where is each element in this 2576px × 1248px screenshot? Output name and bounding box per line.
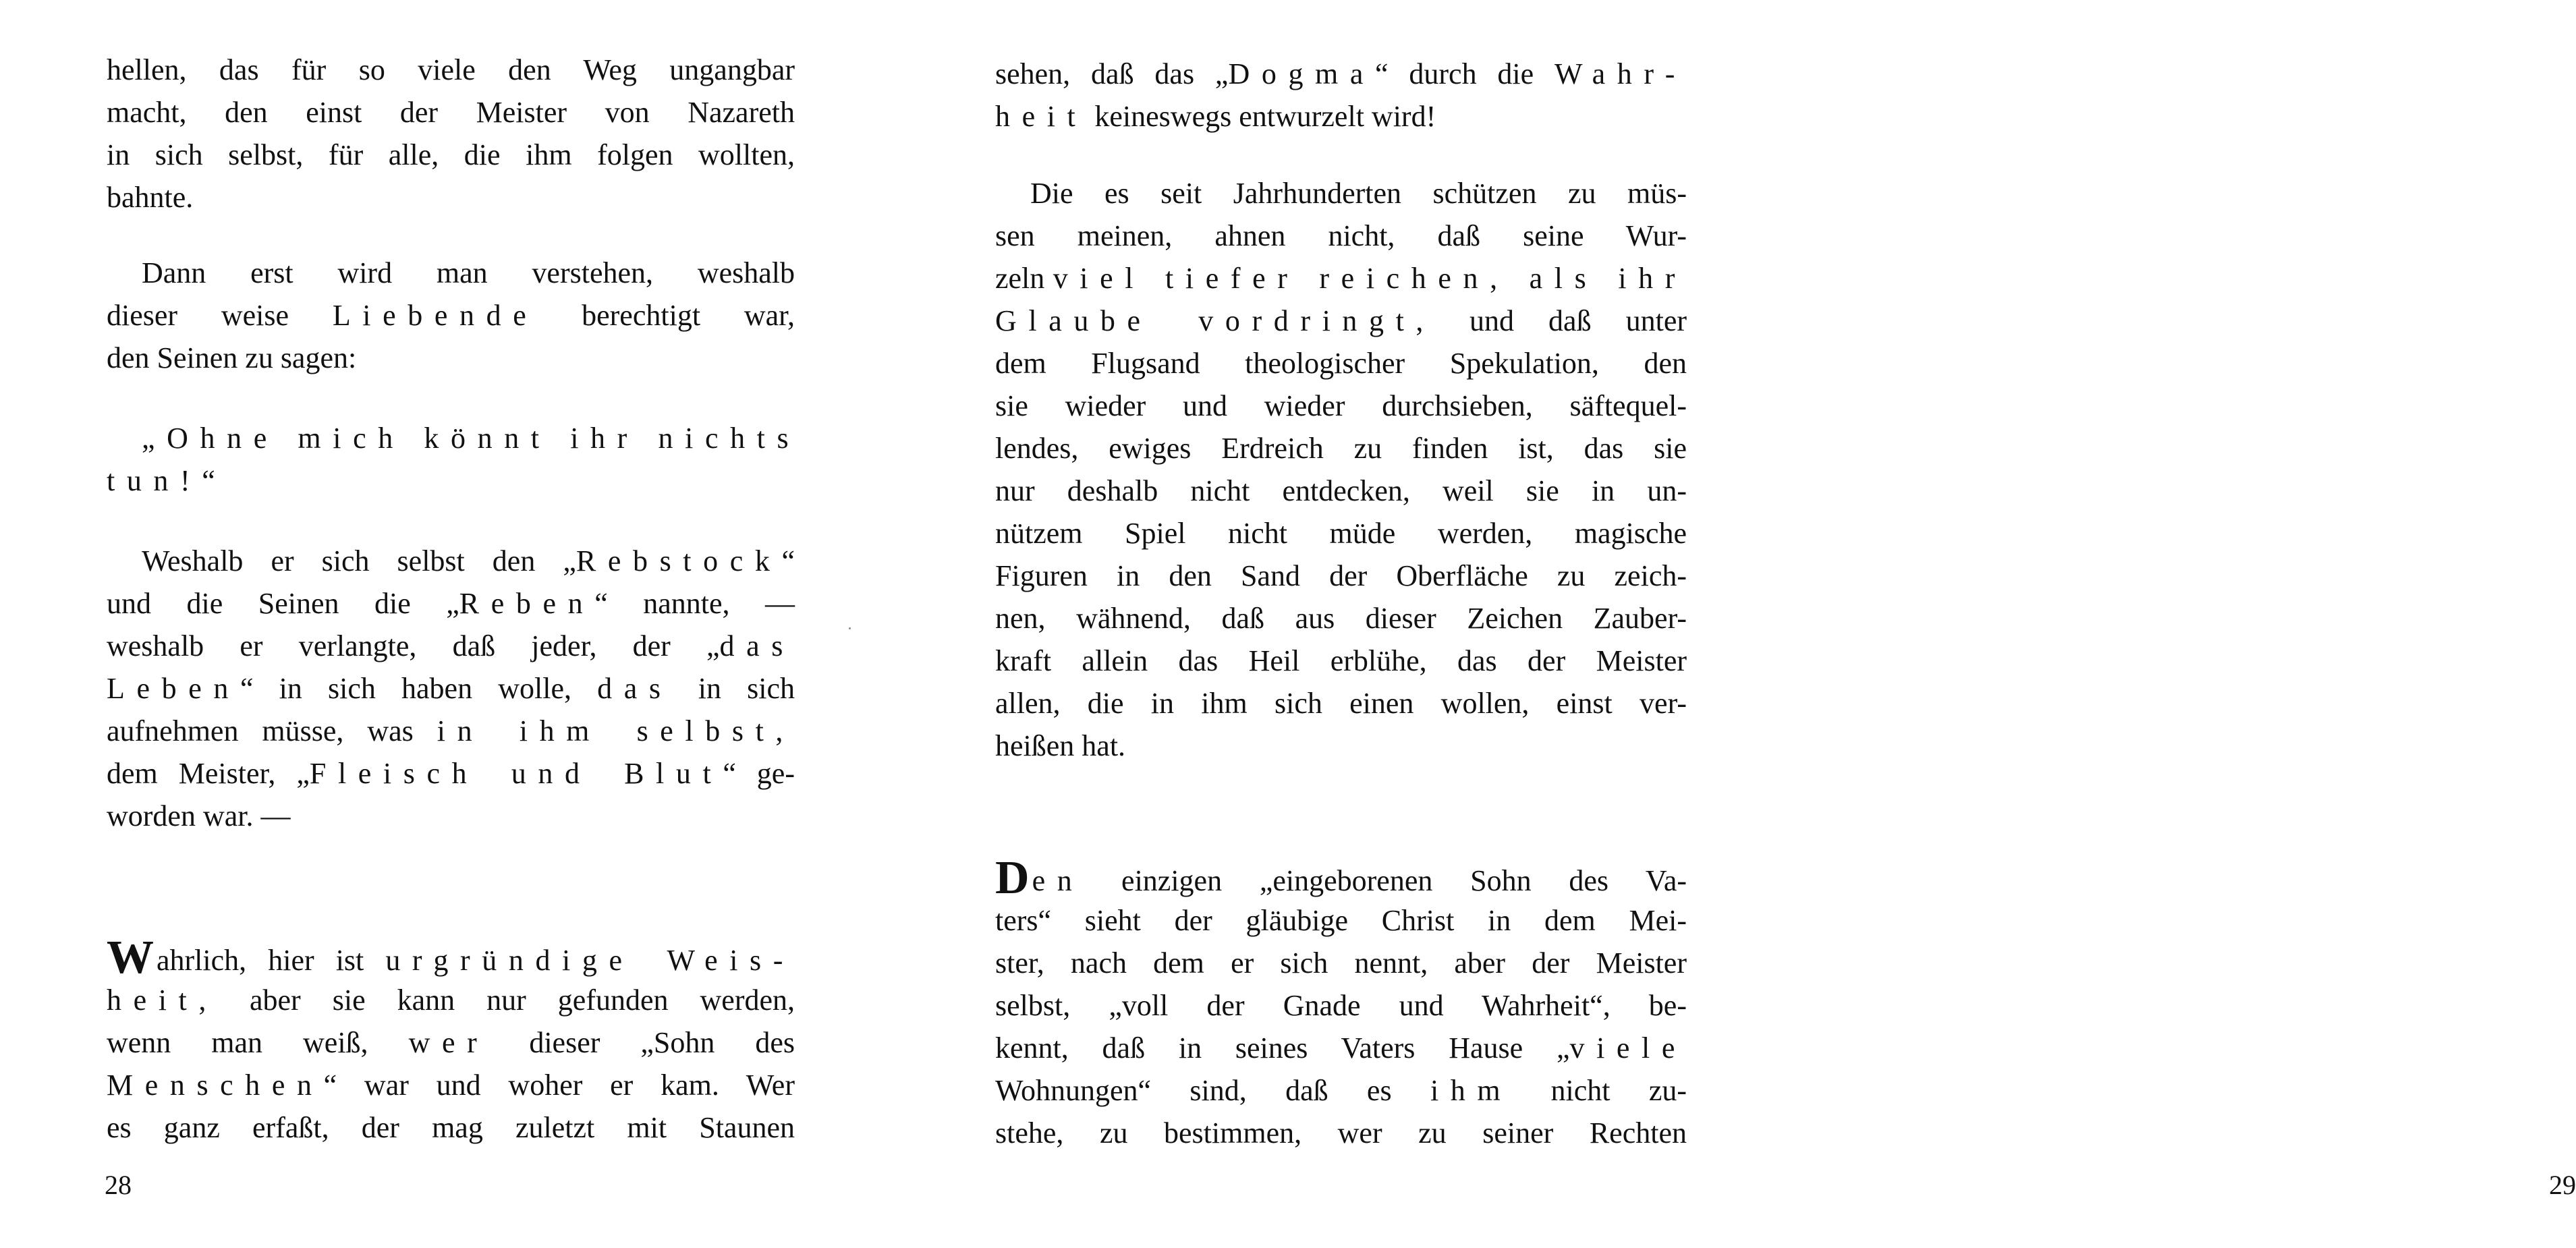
text-line: ters“ sieht der gläubige Christ in dem Mei- bbox=[995, 904, 1687, 937]
text-run: aber sie kann nur gefunden werden, bbox=[250, 984, 795, 1017]
text-run: dieser weise bbox=[107, 299, 289, 332]
text-line: stehe, zu bestimmen, wer zu seiner Rechten bbox=[995, 1116, 1687, 1150]
spaced-emphasis: Leben bbox=[107, 672, 240, 705]
text-line bbox=[107, 979, 795, 1021]
spaced-emphasis: heit bbox=[995, 100, 1088, 133]
text-run: berechtigt war, bbox=[582, 299, 795, 332]
text-run: dieser „Sohn des bbox=[529, 1026, 795, 1059]
text-line bbox=[995, 95, 1687, 138]
spaced-emphasis: urgründige Weis- bbox=[385, 944, 795, 977]
text-line: heißen hat. bbox=[995, 729, 1126, 762]
spaced-emphasis: Wahr- bbox=[1555, 57, 1687, 90]
text-line bbox=[995, 1069, 1687, 1112]
text-line: lendes, ewiges Erdreich zu finden ist, das sie bbox=[995, 432, 1687, 465]
text-line: macht, den einst der Meister von Nazareth bbox=[107, 96, 795, 129]
text-line: hellen, das für so viele den Weg ungangbar bbox=[107, 53, 795, 86]
text-line: dem Flugsand theologischer Spekulation, den bbox=[995, 347, 1687, 380]
quote-line: tun!“ bbox=[107, 464, 227, 497]
text-line bbox=[995, 300, 1687, 342]
text-run: “ in sich haben wolle, bbox=[240, 672, 571, 705]
text-line: sie wieder und wieder durchsieben, säftequel- bbox=[995, 389, 1687, 422]
text-line: nen, wähnend, daß aus dieser Zeichen Zauber- bbox=[995, 602, 1687, 635]
drop-initial: W bbox=[107, 932, 154, 984]
text-line bbox=[107, 932, 795, 984]
text-run: aufnehmen müsse, was bbox=[107, 714, 414, 747]
text-run: in sich bbox=[698, 672, 795, 705]
text-line bbox=[107, 710, 795, 752]
spaced-emphasis: Rebstock bbox=[576, 544, 782, 577]
text-run: “ bbox=[781, 544, 795, 577]
text-line bbox=[995, 1027, 1687, 1069]
spaced-emphasis: viel tiefer reichen, als ihr bbox=[1053, 262, 1687, 295]
scan-speck bbox=[849, 627, 851, 629]
text-run: kennt, daß in seines Vaters Hause „ bbox=[995, 1031, 1570, 1065]
text-line: nützem Spiel nicht müde werden, magische bbox=[995, 517, 1687, 550]
spaced-emphasis: Dogma bbox=[1228, 57, 1375, 90]
spaced-emphasis: heit, bbox=[107, 984, 218, 1017]
text-line bbox=[107, 667, 795, 710]
spaced-emphasis: Reben bbox=[459, 587, 595, 620]
text-line bbox=[995, 257, 1687, 300]
text-line: kraft allein das Heil erblühe, das der Meister bbox=[995, 644, 1687, 677]
spaced-emphasis: ihm bbox=[1430, 1074, 1513, 1107]
spaced-emphasis: Fleisch und Blut bbox=[309, 757, 723, 790]
text-run: ahrlich, hier ist bbox=[157, 944, 364, 977]
left-page bbox=[0, 0, 877, 1248]
text-run: Wohnungen“ sind, daß es bbox=[995, 1074, 1392, 1107]
left-paragraph-4 bbox=[107, 932, 795, 1149]
text-run: einzigen „eingeborenen Sohn des Va- bbox=[1121, 864, 1687, 897]
text-run: “ durch die bbox=[1375, 57, 1534, 90]
text-line bbox=[995, 852, 1687, 904]
page-number: 29 bbox=[2549, 1170, 2576, 1200]
text-line: Figuren in den Sand der Oberfläche zu zeich- bbox=[995, 559, 1687, 592]
spaced-emphasis: Menschen bbox=[107, 1069, 324, 1102]
left-paragraph-3 bbox=[107, 540, 795, 837]
text-run: Weshalb er sich selbst den „ bbox=[142, 544, 576, 577]
right-paragraph-2 bbox=[995, 172, 1687, 767]
spaced-emphasis: Liebende bbox=[332, 299, 538, 332]
text-run: “ ge- bbox=[723, 757, 795, 790]
text-run: “ war und woher er kam. Wer bbox=[323, 1069, 795, 1102]
text-line: Die es seit Jahrhunderten schützen zu müs- bbox=[1030, 177, 1687, 210]
text-run: und die Seinen die „ bbox=[107, 587, 459, 620]
text-run: dem Meister, „ bbox=[107, 757, 310, 790]
left-paragraph-1 bbox=[107, 49, 795, 219]
spaced-emphasis: en bbox=[1032, 864, 1084, 897]
text-line: Dann erst wird man verstehen, weshalb bbox=[142, 256, 795, 289]
text-run: keineswegs entwurzelt wird! bbox=[1094, 100, 1436, 133]
text-line: den Seinen zu sagen: bbox=[107, 341, 357, 374]
text-line: sen meinen, ahnen nicht, daß seine Wur- bbox=[995, 219, 1687, 252]
left-quote bbox=[107, 417, 801, 502]
text-line: bahnte. bbox=[107, 181, 194, 214]
drop-initial: D bbox=[995, 852, 1030, 904]
spaced-emphasis: viele bbox=[1569, 1031, 1687, 1065]
left-paragraph-2 bbox=[107, 252, 795, 379]
text-line: ster, nach dem er sich nennt, aber der Meister bbox=[995, 946, 1687, 980]
text-line bbox=[107, 540, 795, 582]
text-line bbox=[107, 582, 795, 625]
text-line: selbst, „voll der Gnade und Wahrheit“, be- bbox=[995, 989, 1687, 1022]
text-line: nur deshalb nicht entdecken, weil sie in un- bbox=[995, 474, 1687, 507]
spaced-emphasis: in ihm selbst, bbox=[437, 714, 795, 747]
spaced-emphasis: Glaube vordringt, bbox=[995, 304, 1436, 337]
text-line bbox=[107, 1064, 795, 1106]
text-run: weshalb er verlangte, daß jeder, der „ bbox=[107, 629, 720, 662]
quote-line: „Ohne mich könnt ihr nichts bbox=[142, 422, 801, 455]
text-line: allen, die in ihm sich einen wollen, einst ver- bbox=[995, 687, 1687, 720]
spaced-emphasis: wer bbox=[408, 1026, 489, 1059]
text-line bbox=[995, 53, 1687, 95]
text-line bbox=[107, 625, 795, 667]
text-line bbox=[107, 1021, 795, 1064]
right-paragraph-1 bbox=[995, 53, 1687, 138]
text-run: “ nannte, — bbox=[594, 587, 795, 620]
text-run: und daß unter bbox=[1469, 304, 1687, 337]
page-number: 28 bbox=[105, 1170, 132, 1200]
spaced-emphasis: das bbox=[719, 629, 795, 662]
text-line bbox=[107, 752, 795, 795]
text-run: nicht zu- bbox=[1550, 1074, 1687, 1107]
right-paragraph-3 bbox=[995, 852, 1687, 1154]
text-line: in sich selbst, für alle, die ihm folgen wollten, bbox=[107, 138, 795, 171]
text-run: zeln bbox=[995, 262, 1045, 295]
text-run: sehen, daß das „ bbox=[995, 57, 1229, 90]
text-line: es ganz erfaßt, der mag zuletzt mit Staunen bbox=[107, 1111, 795, 1144]
spaced-emphasis: das bbox=[597, 672, 673, 705]
text-line bbox=[107, 294, 795, 337]
right-page bbox=[877, 0, 2576, 1248]
text-line: worden war. — bbox=[107, 799, 291, 832]
text-run: wenn man weiß, bbox=[107, 1026, 368, 1059]
